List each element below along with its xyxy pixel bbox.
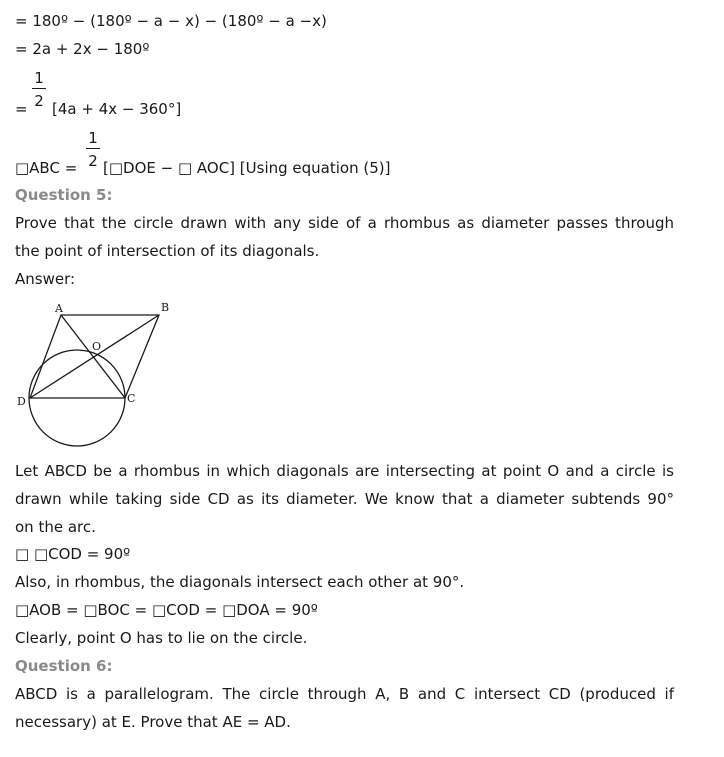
answer-also-line: Also, in rhombus, the diagonals intersect each other at 90°. bbox=[15, 573, 465, 591]
equation-line-3-prefix: = bbox=[15, 100, 28, 118]
fraction-numerator: 1 bbox=[88, 129, 98, 147]
equation-angles: □AOB = □BOC = □COD = □DOA = 90º bbox=[15, 601, 318, 619]
question-6-prompt-line-1: ABCD is a parallelogram. The circle through A, B and C intersect CD (produced if bbox=[15, 685, 674, 703]
equation-line-3-rest: [4a + 4x − 360°] bbox=[52, 100, 182, 118]
diagonal-ac bbox=[61, 315, 125, 398]
question-6-prompt-line-2: necessary) at E. Prove that AE = AD. bbox=[15, 713, 291, 731]
answer-conclusion: Clearly, point O has to lie on the circle. bbox=[15, 629, 308, 647]
equation-cod: □ □COD = 90º bbox=[15, 545, 131, 563]
answer-body-line-2: drawn while taking side CD as its diameter. We know that a diameter subtends 90° bbox=[15, 490, 674, 508]
question-5-prompt-line-2: the point of intersection of its diagonals. bbox=[15, 242, 320, 260]
rhombus-circle-diagram bbox=[14, 296, 184, 452]
fraction-bar bbox=[86, 148, 100, 149]
fraction-half-1 bbox=[32, 69, 46, 110]
answer-body-line-1: Let ABCD be a rhombus in which diagonals are intersecting at point O and a circle is bbox=[15, 462, 674, 480]
equation-line-1: = 180º − (180º − a − x) − (180º − a −x) bbox=[15, 12, 327, 30]
equation-line-4-prefix: □ABC = bbox=[15, 159, 78, 177]
label-b: B bbox=[161, 301, 170, 314]
equation-line-4-rest: [□DOE − □ AOC] [Using equation (5)] bbox=[103, 159, 391, 177]
answer-body-line-3: on the arc. bbox=[15, 518, 96, 536]
diagonal-bd bbox=[30, 315, 159, 398]
question-5-prompt-line-1: Prove that the circle drawn with any side of a rhombus as diameter passes through bbox=[15, 214, 674, 232]
label-d: D bbox=[17, 395, 26, 408]
fraction-bar bbox=[32, 88, 46, 89]
label-o: O bbox=[92, 340, 102, 353]
question-5-heading: Question 5: bbox=[15, 186, 113, 204]
question-6-heading: Question 6: bbox=[15, 657, 113, 675]
answer-label: Answer: bbox=[15, 270, 76, 288]
label-c: C bbox=[127, 392, 136, 405]
fraction-denominator: 2 bbox=[88, 152, 98, 170]
fraction-half-2 bbox=[86, 129, 100, 170]
fraction-denominator: 2 bbox=[34, 92, 44, 110]
fraction-numerator: 1 bbox=[34, 69, 44, 87]
label-a: A bbox=[55, 302, 63, 315]
equation-line-2: = 2a + 2x − 180º bbox=[15, 40, 150, 58]
